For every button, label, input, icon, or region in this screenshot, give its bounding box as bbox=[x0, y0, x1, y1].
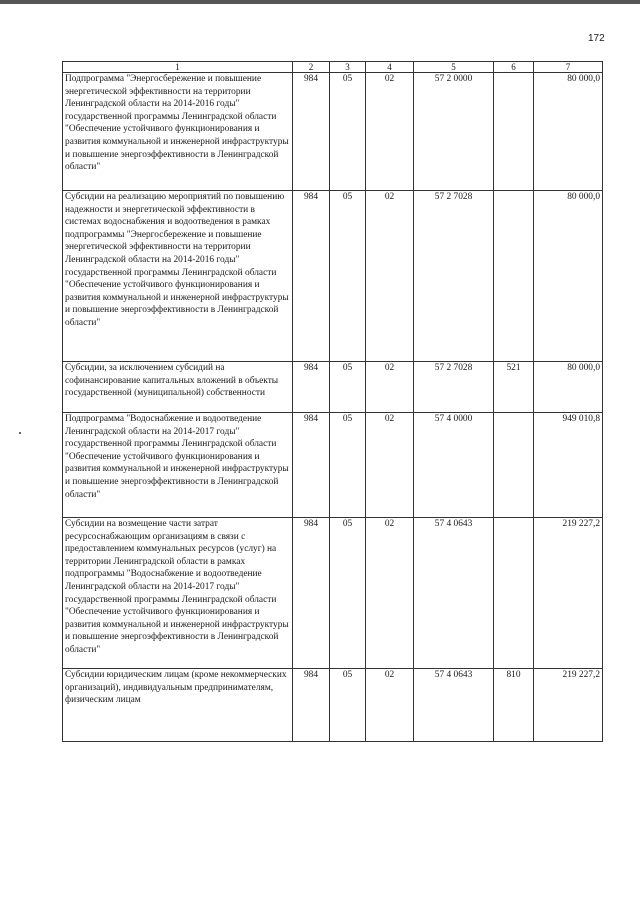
amount-cell: 80 000,0 bbox=[534, 362, 603, 413]
table-row bbox=[63, 413, 603, 518]
expense-type-cell bbox=[494, 73, 534, 191]
table-header-row bbox=[63, 62, 603, 73]
row-name-cell: Субсидии на реализацию мероприятий по повышению надежности и энергетической эффективности в системах водоснабжения и водоотведения в рамках подпрограммы "Энергосбережение и повышение энергетической эффективности на территории Ленинградской области на 2014-2016 годы" государственной программы Ленинградской области "Обеспечение устойчивого функционирования и развития коммунальной и инженерной инфраструктуры и повышение энергоэффективности в Ленинградской области" bbox=[63, 191, 293, 362]
row-name-cell: Подпрограмма "Водоснабжение и водоотведение Ленинградской области на 2014-2017 годы" государственной программы Ленинградской области "Обеспечение устойчивого функционирования и развития коммунальной и инженерной инфраструктуры и повышение энергоэффективности в Ленинградской области" bbox=[63, 413, 293, 518]
subsection-cell: 02 bbox=[366, 413, 414, 518]
target-code-cell: 57 2 0000 bbox=[414, 73, 494, 191]
gov-code-cell: 984 bbox=[293, 73, 330, 191]
subsection-cell: 02 bbox=[366, 73, 414, 191]
section-cell: 05 bbox=[330, 73, 366, 191]
expense-type-cell bbox=[494, 518, 534, 669]
table-row bbox=[63, 362, 603, 413]
amount-cell: 80 000,0 bbox=[534, 73, 603, 191]
target-code-cell: 57 4 0000 bbox=[414, 413, 494, 518]
expense-type-cell bbox=[494, 191, 534, 362]
expense-type-cell bbox=[494, 413, 534, 518]
table-row bbox=[63, 73, 603, 191]
gov-code-cell: 984 bbox=[293, 191, 330, 362]
gov-code-cell: 984 bbox=[293, 413, 330, 518]
row-name-cell: Субсидии, за исключением субсидий на софинансирование капитальных вложений в объекты государственной (муниципальной) собственности bbox=[63, 362, 293, 413]
section-cell: 05 bbox=[330, 362, 366, 413]
target-code-cell: 57 2 7028 bbox=[414, 362, 494, 413]
scan-mark bbox=[19, 432, 21, 434]
amount-cell: 219 227,2 bbox=[534, 669, 603, 742]
amount-cell: 80 000,0 bbox=[534, 191, 603, 362]
gov-code-cell: 984 bbox=[293, 518, 330, 669]
section-cell: 05 bbox=[330, 669, 366, 742]
table-row bbox=[63, 669, 603, 742]
section-cell: 05 bbox=[330, 191, 366, 362]
target-code-cell: 57 2 7028 bbox=[414, 191, 494, 362]
budget-table bbox=[62, 61, 603, 742]
row-name-cell: Субсидии юридическим лицам (кроме некоммерческих организаций), индивидуальным предпринимателям, физическим лицам bbox=[63, 669, 293, 742]
subsection-cell: 02 bbox=[366, 362, 414, 413]
target-code-cell: 57 4 0643 bbox=[414, 669, 494, 742]
column-header: 4 bbox=[366, 62, 414, 73]
page-number: 172 bbox=[588, 33, 605, 44]
row-name-cell: Подпрограмма "Энергосбережение и повышение энергетической эффективности на территории Ленинградской области на 2014-2016 годы" государственной программы Ленинградской области "Обеспечение устойчивого функционирования и развития коммунальной и инженерной инфраструктуры и повышение энергоэффективности в Ленинградской области" bbox=[63, 73, 293, 191]
amount-cell: 219 227,2 bbox=[534, 518, 603, 669]
subsection-cell: 02 bbox=[366, 669, 414, 742]
gov-code-cell: 984 bbox=[293, 362, 330, 413]
row-name-cell: Субсидии на возмещение части затрат ресурсоснабжающим организациям в связи с предоставлением коммунальных ресурсов (услуг) на территории Ленинградской области в рамках подпрограммы "Водоснабжение и водоотведение Ленинградской области на 2014-2017 годы" государственной программы Ленинградской области "Обеспечение устойчивого функционирования и развития коммунальной и инженерной инфраструктуры и повышение энергоэффективности в Ленинградской области" bbox=[63, 518, 293, 669]
subsection-cell: 02 bbox=[366, 191, 414, 362]
section-cell: 05 bbox=[330, 518, 366, 669]
column-header: 6 bbox=[494, 62, 534, 73]
column-header: 2 bbox=[293, 62, 330, 73]
column-header: 1 bbox=[63, 62, 293, 73]
target-code-cell: 57 4 0643 bbox=[414, 518, 494, 669]
subsection-cell: 02 bbox=[366, 518, 414, 669]
column-header: 3 bbox=[330, 62, 366, 73]
gov-code-cell: 984 bbox=[293, 669, 330, 742]
amount-cell: 949 010,8 bbox=[534, 413, 603, 518]
section-cell: 05 bbox=[330, 413, 366, 518]
expense-type-cell: 810 bbox=[494, 669, 534, 742]
table-row bbox=[63, 191, 603, 362]
scan-top-edge bbox=[0, 0, 640, 4]
table-row bbox=[63, 518, 603, 669]
column-header: 7 bbox=[534, 62, 603, 73]
column-header: 5 bbox=[414, 62, 494, 73]
expense-type-cell: 521 bbox=[494, 362, 534, 413]
